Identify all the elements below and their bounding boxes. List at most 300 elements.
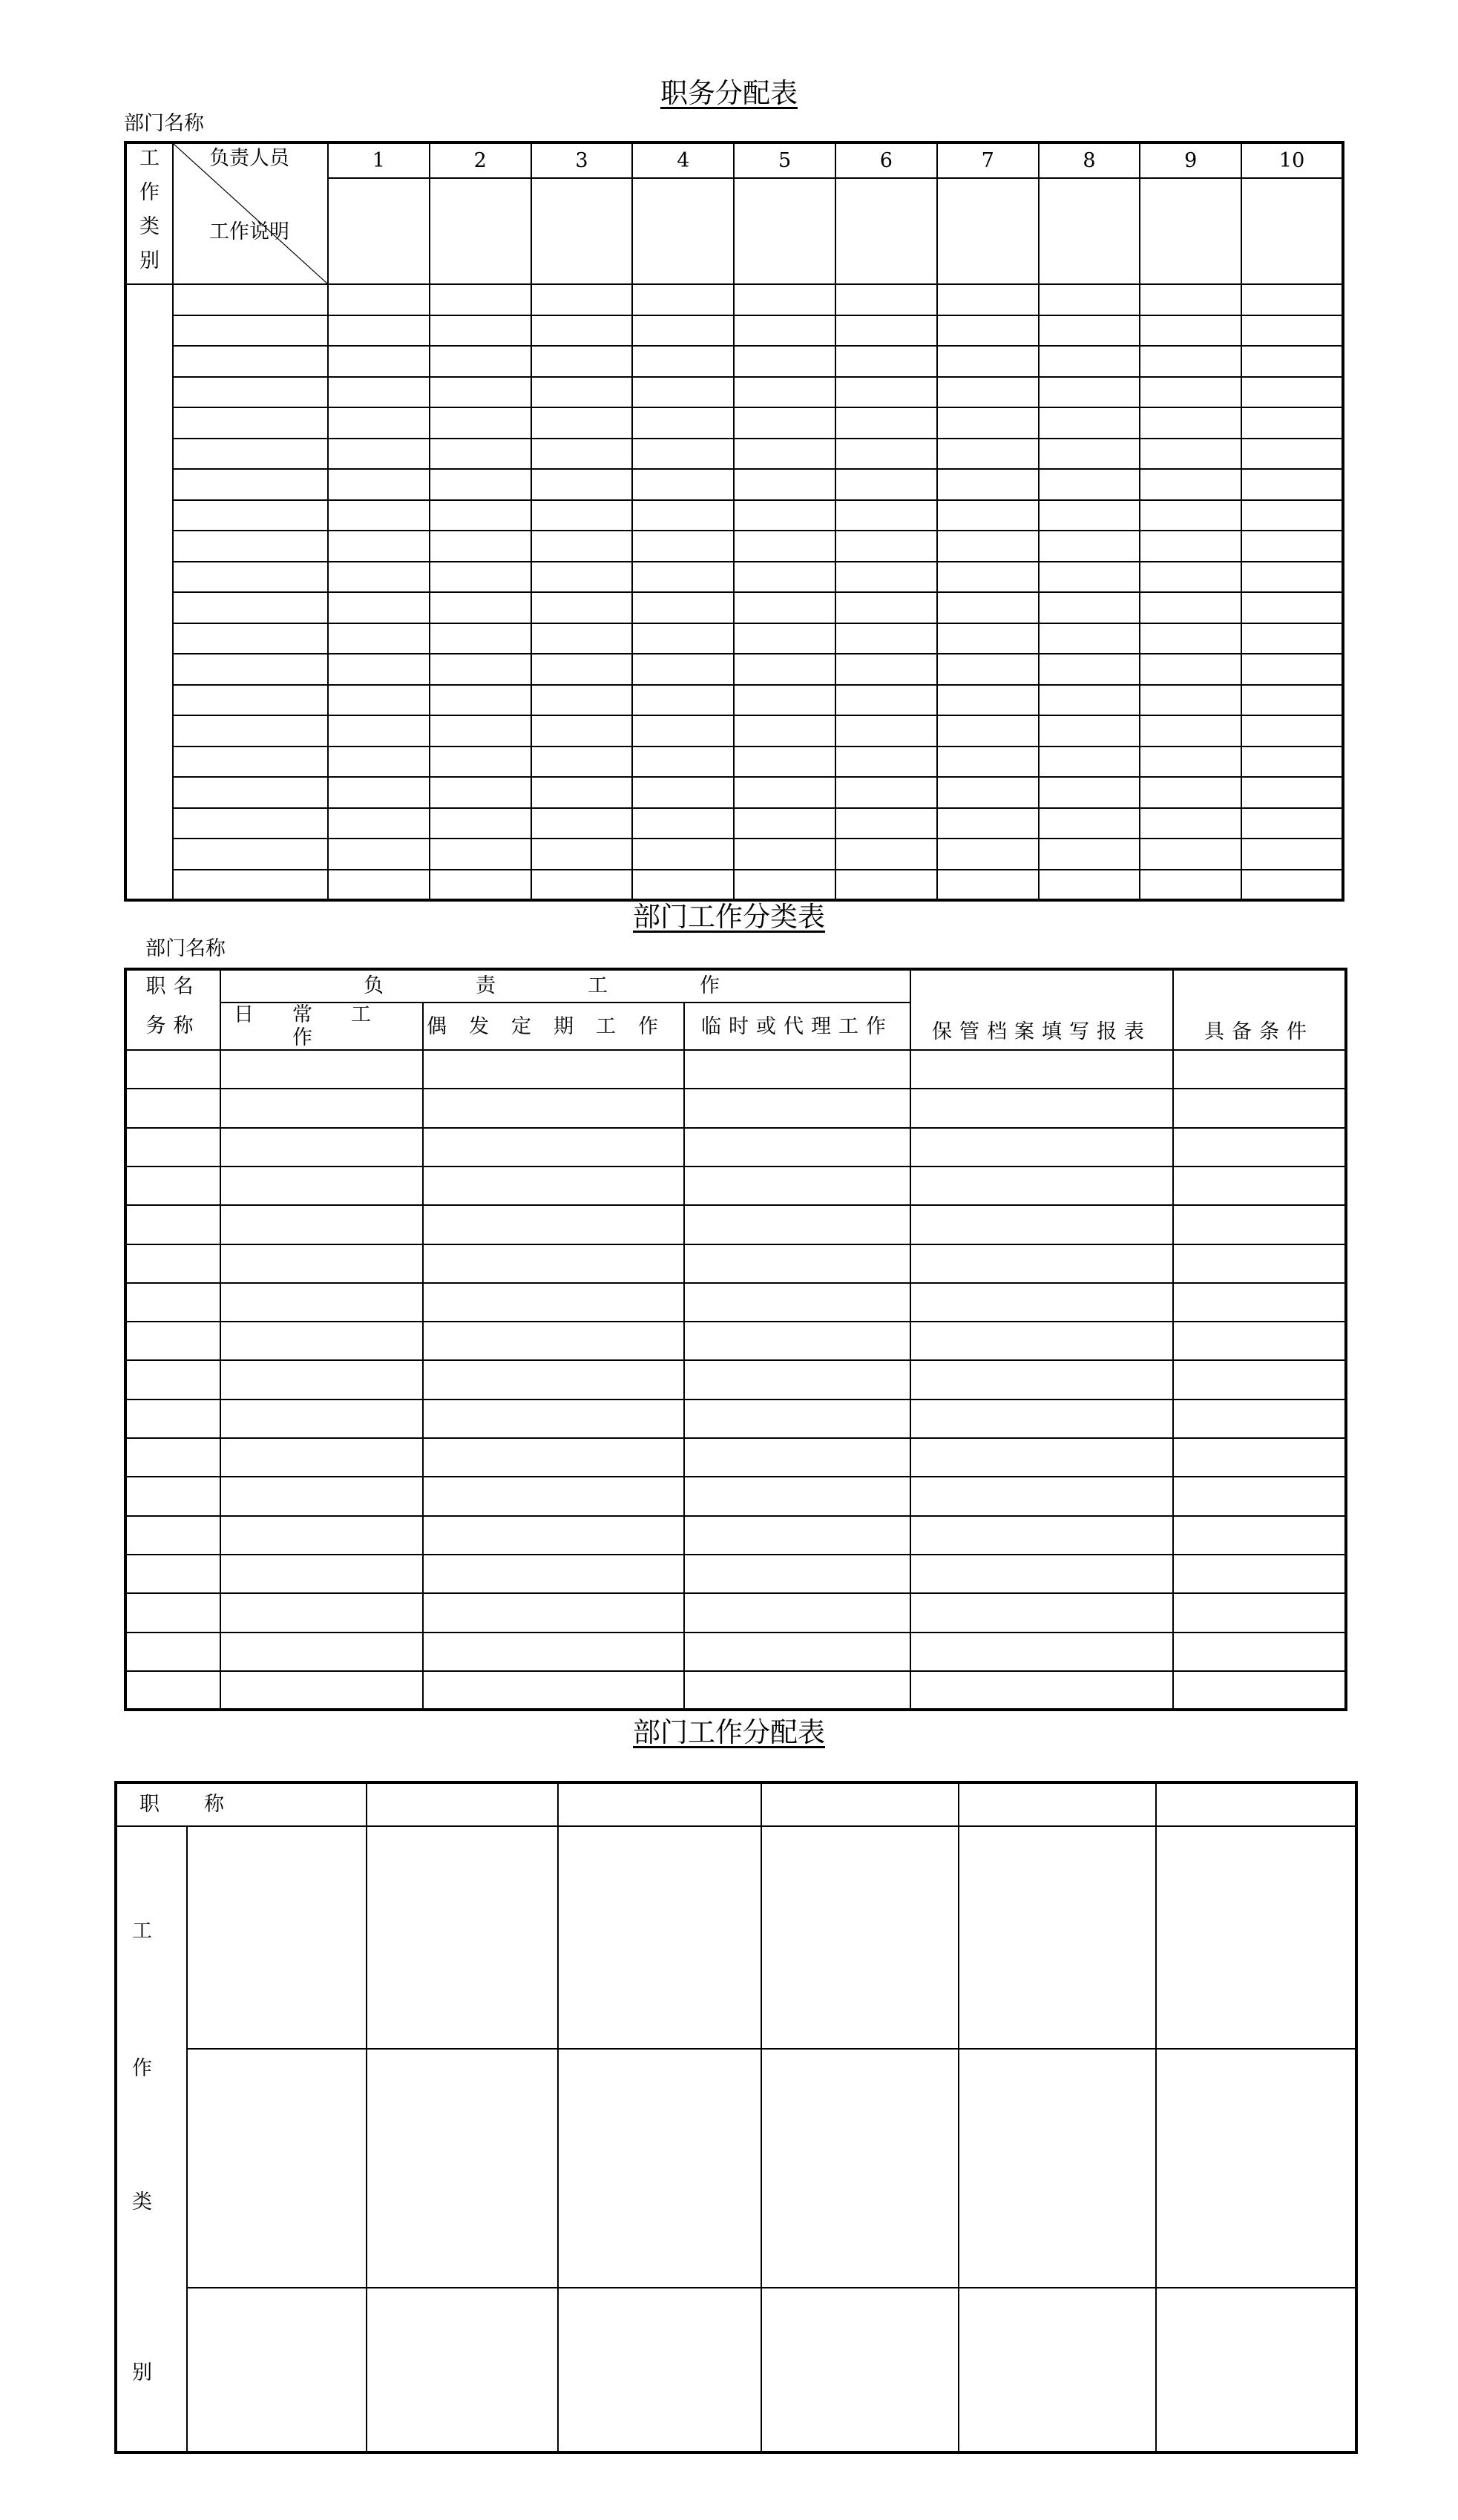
assignment-cell[interactable] xyxy=(1140,500,1241,531)
assignment-cell[interactable] xyxy=(328,284,430,315)
assignment-cell[interactable] xyxy=(1241,469,1343,500)
category-cell[interactable] xyxy=(187,1826,367,2049)
assignment-cell[interactable] xyxy=(734,839,835,870)
assignment-cell[interactable] xyxy=(1039,654,1140,685)
assignment-cell[interactable] xyxy=(328,592,430,623)
table-cell[interactable] xyxy=(1173,1128,1346,1167)
assignment-cell[interactable] xyxy=(734,592,835,623)
description-cell[interactable] xyxy=(173,685,328,716)
assignment-cell[interactable] xyxy=(835,715,937,747)
assignment-cell[interactable] xyxy=(1140,531,1241,562)
assignment-cell[interactable] xyxy=(632,592,734,623)
assignment-cell[interactable] xyxy=(367,1826,558,2049)
table-cell[interactable] xyxy=(910,1167,1173,1205)
assignment-cell[interactable] xyxy=(430,623,531,654)
table-cell[interactable] xyxy=(220,1555,423,1593)
assignment-cell[interactable] xyxy=(835,500,937,531)
table-cell[interactable] xyxy=(220,1438,423,1477)
table-cell[interactable] xyxy=(1173,1205,1346,1244)
assignment-cell[interactable] xyxy=(632,377,734,408)
assignment-cell[interactable] xyxy=(937,439,1039,470)
assignment-cell[interactable] xyxy=(328,808,430,839)
category-column-cell[interactable] xyxy=(125,284,173,900)
assignment-cell[interactable] xyxy=(328,469,430,500)
description-cell[interactable] xyxy=(173,715,328,747)
assignment-cell[interactable] xyxy=(531,715,633,747)
assignment-cell[interactable] xyxy=(835,747,937,778)
assignment-cell[interactable] xyxy=(558,2288,761,2452)
table-cell[interactable] xyxy=(910,1438,1173,1477)
assignment-cell[interactable] xyxy=(937,623,1039,654)
description-cell[interactable] xyxy=(173,469,328,500)
table-cell[interactable] xyxy=(910,1633,1173,1671)
table-cell[interactable] xyxy=(910,1205,1173,1244)
name-cell[interactable] xyxy=(531,178,633,284)
assignment-cell[interactable] xyxy=(558,1826,761,2049)
description-cell[interactable] xyxy=(173,346,328,377)
table-cell[interactable] xyxy=(423,1283,684,1322)
table-cell[interactable] xyxy=(910,1477,1173,1515)
name-cell[interactable] xyxy=(734,178,835,284)
assignment-cell[interactable] xyxy=(531,623,633,654)
assignment-cell[interactable] xyxy=(632,284,734,315)
assignment-cell[interactable] xyxy=(1241,284,1343,315)
table-cell[interactable] xyxy=(910,1516,1173,1555)
assignment-cell[interactable] xyxy=(430,469,531,500)
assignment-cell[interactable] xyxy=(1241,439,1343,470)
assignment-cell[interactable] xyxy=(531,377,633,408)
table-cell[interactable] xyxy=(220,1633,423,1671)
assignment-cell[interactable] xyxy=(1156,2049,1356,2288)
assignment-cell[interactable] xyxy=(328,747,430,778)
assignment-cell[interactable] xyxy=(835,592,937,623)
table-cell[interactable] xyxy=(910,1593,1173,1632)
assignment-cell[interactable] xyxy=(430,407,531,439)
assignment-cell[interactable] xyxy=(328,654,430,685)
assignment-cell[interactable] xyxy=(1140,808,1241,839)
table-cell[interactable] xyxy=(910,1283,1173,1322)
assignment-cell[interactable] xyxy=(835,407,937,439)
table-cell[interactable] xyxy=(125,1555,220,1593)
position-cell[interactable] xyxy=(1156,1782,1356,1826)
assignment-cell[interactable] xyxy=(328,377,430,408)
assignment-cell[interactable] xyxy=(1140,315,1241,347)
name-cell[interactable] xyxy=(632,178,734,284)
table-cell[interactable] xyxy=(125,1128,220,1167)
table-cell[interactable] xyxy=(220,1283,423,1322)
table-cell[interactable] xyxy=(125,1593,220,1632)
table-cell[interactable] xyxy=(1173,1555,1346,1593)
table-cell[interactable] xyxy=(423,1089,684,1127)
table-cell[interactable] xyxy=(684,1089,910,1127)
description-cell[interactable] xyxy=(173,870,328,901)
table-cell[interactable] xyxy=(423,1322,684,1360)
table-cell[interactable] xyxy=(125,1360,220,1399)
assignment-cell[interactable] xyxy=(835,439,937,470)
assignment-cell[interactable] xyxy=(632,715,734,747)
assignment-cell[interactable] xyxy=(1241,562,1343,593)
assignment-cell[interactable] xyxy=(531,531,633,562)
assignment-cell[interactable] xyxy=(1140,777,1241,808)
table-cell[interactable] xyxy=(1173,1671,1346,1710)
table-cell[interactable] xyxy=(1173,1050,1346,1089)
assignment-cell[interactable] xyxy=(1241,346,1343,377)
table-cell[interactable] xyxy=(684,1360,910,1399)
assignment-cell[interactable] xyxy=(632,315,734,347)
assignment-cell[interactable] xyxy=(959,2049,1156,2288)
assignment-cell[interactable] xyxy=(937,346,1039,377)
name-cell[interactable] xyxy=(1140,178,1241,284)
table-cell[interactable] xyxy=(1173,1089,1346,1127)
assignment-cell[interactable] xyxy=(1241,500,1343,531)
name-cell[interactable] xyxy=(1241,178,1343,284)
assignment-cell[interactable] xyxy=(558,2049,761,2288)
assignment-cell[interactable] xyxy=(1140,284,1241,315)
table-cell[interactable] xyxy=(684,1128,910,1167)
table-cell[interactable] xyxy=(220,1593,423,1632)
assignment-cell[interactable] xyxy=(761,2049,959,2288)
table-cell[interactable] xyxy=(125,1438,220,1477)
assignment-cell[interactable] xyxy=(937,562,1039,593)
assignment-cell[interactable] xyxy=(1140,562,1241,593)
table-cell[interactable] xyxy=(1173,1400,1346,1438)
assignment-cell[interactable] xyxy=(734,654,835,685)
assignment-cell[interactable] xyxy=(632,531,734,562)
assignment-cell[interactable] xyxy=(734,808,835,839)
assignment-cell[interactable] xyxy=(531,315,633,347)
table-cell[interactable] xyxy=(125,1283,220,1322)
assignment-cell[interactable] xyxy=(632,870,734,901)
assignment-cell[interactable] xyxy=(835,346,937,377)
name-cell[interactable] xyxy=(328,178,430,284)
assignment-cell[interactable] xyxy=(1039,407,1140,439)
assignment-cell[interactable] xyxy=(937,284,1039,315)
assignment-cell[interactable] xyxy=(937,500,1039,531)
table-cell[interactable] xyxy=(910,1244,1173,1283)
assignment-cell[interactable] xyxy=(531,469,633,500)
description-cell[interactable] xyxy=(173,747,328,778)
table-cell[interactable] xyxy=(910,1322,1173,1360)
assignment-cell[interactable] xyxy=(734,377,835,408)
assignment-cell[interactable] xyxy=(632,346,734,377)
description-cell[interactable] xyxy=(173,562,328,593)
assignment-cell[interactable] xyxy=(430,346,531,377)
table-cell[interactable] xyxy=(684,1555,910,1593)
name-cell[interactable] xyxy=(430,178,531,284)
assignment-cell[interactable] xyxy=(835,839,937,870)
assignment-cell[interactable] xyxy=(1140,592,1241,623)
table-cell[interactable] xyxy=(423,1438,684,1477)
assignment-cell[interactable] xyxy=(328,439,430,470)
assignment-cell[interactable] xyxy=(328,500,430,531)
assignment-cell[interactable] xyxy=(937,469,1039,500)
assignment-cell[interactable] xyxy=(430,747,531,778)
assignment-cell[interactable] xyxy=(1241,377,1343,408)
assignment-cell[interactable] xyxy=(734,623,835,654)
table-cell[interactable] xyxy=(684,1633,910,1671)
assignment-cell[interactable] xyxy=(734,439,835,470)
description-cell[interactable] xyxy=(173,808,328,839)
assignment-cell[interactable] xyxy=(1140,715,1241,747)
assignment-cell[interactable] xyxy=(632,500,734,531)
assignment-cell[interactable] xyxy=(1241,592,1343,623)
assignment-cell[interactable] xyxy=(734,284,835,315)
assignment-cell[interactable] xyxy=(761,1826,959,2049)
assignment-cell[interactable] xyxy=(1241,808,1343,839)
assignment-cell[interactable] xyxy=(328,346,430,377)
table-cell[interactable] xyxy=(910,1089,1173,1127)
assignment-cell[interactable] xyxy=(531,870,633,901)
table-cell[interactable] xyxy=(684,1283,910,1322)
assignment-cell[interactable] xyxy=(734,870,835,901)
assignment-cell[interactable] xyxy=(430,377,531,408)
assignment-cell[interactable] xyxy=(430,439,531,470)
assignment-cell[interactable] xyxy=(430,808,531,839)
description-cell[interactable] xyxy=(173,839,328,870)
description-cell[interactable] xyxy=(173,315,328,347)
assignment-cell[interactable] xyxy=(734,777,835,808)
assignment-cell[interactable] xyxy=(632,747,734,778)
table-cell[interactable] xyxy=(220,1516,423,1555)
assignment-cell[interactable] xyxy=(632,777,734,808)
assignment-cell[interactable] xyxy=(531,562,633,593)
assignment-cell[interactable] xyxy=(1140,407,1241,439)
table-cell[interactable] xyxy=(125,1400,220,1438)
assignment-cell[interactable] xyxy=(835,870,937,901)
table-cell[interactable] xyxy=(910,1555,1173,1593)
assignment-cell[interactable] xyxy=(1039,562,1140,593)
table-cell[interactable] xyxy=(423,1671,684,1710)
table-cell[interactable] xyxy=(125,1516,220,1555)
assignment-cell[interactable] xyxy=(328,315,430,347)
assignment-cell[interactable] xyxy=(632,685,734,716)
assignment-cell[interactable] xyxy=(937,592,1039,623)
assignment-cell[interactable] xyxy=(1140,346,1241,377)
assignment-cell[interactable] xyxy=(937,685,1039,716)
table-cell[interactable] xyxy=(1173,1593,1346,1632)
assignment-cell[interactable] xyxy=(1140,654,1241,685)
table-cell[interactable] xyxy=(220,1050,423,1089)
assignment-cell[interactable] xyxy=(937,870,1039,901)
assignment-cell[interactable] xyxy=(835,469,937,500)
table-cell[interactable] xyxy=(1173,1244,1346,1283)
assignment-cell[interactable] xyxy=(734,685,835,716)
assignment-cell[interactable] xyxy=(367,2288,558,2452)
table-cell[interactable] xyxy=(910,1671,1173,1710)
assignment-cell[interactable] xyxy=(937,839,1039,870)
assignment-cell[interactable] xyxy=(1241,715,1343,747)
assignment-cell[interactable] xyxy=(1140,439,1241,470)
assignment-cell[interactable] xyxy=(1241,777,1343,808)
assignment-cell[interactable] xyxy=(367,2049,558,2288)
description-cell[interactable] xyxy=(173,777,328,808)
assignment-cell[interactable] xyxy=(1140,623,1241,654)
description-cell[interactable] xyxy=(173,407,328,439)
table-cell[interactable] xyxy=(684,1322,910,1360)
assignment-cell[interactable] xyxy=(1156,1826,1356,2049)
assignment-cell[interactable] xyxy=(1156,2288,1356,2452)
assignment-cell[interactable] xyxy=(328,562,430,593)
assignment-cell[interactable] xyxy=(1039,500,1140,531)
assignment-cell[interactable] xyxy=(1039,715,1140,747)
assignment-cell[interactable] xyxy=(1039,623,1140,654)
assignment-cell[interactable] xyxy=(632,808,734,839)
assignment-cell[interactable] xyxy=(1241,531,1343,562)
table-cell[interactable] xyxy=(684,1167,910,1205)
table-cell[interactable] xyxy=(423,1128,684,1167)
table-cell[interactable] xyxy=(220,1244,423,1283)
position-cell[interactable] xyxy=(367,1782,558,1826)
description-cell[interactable] xyxy=(173,654,328,685)
name-cell[interactable] xyxy=(1039,178,1140,284)
table-cell[interactable] xyxy=(220,1089,423,1127)
assignment-cell[interactable] xyxy=(632,439,734,470)
assignment-cell[interactable] xyxy=(1039,315,1140,347)
assignment-cell[interactable] xyxy=(734,747,835,778)
assignment-cell[interactable] xyxy=(1039,377,1140,408)
table-cell[interactable] xyxy=(423,1244,684,1283)
table-cell[interactable] xyxy=(1173,1167,1346,1205)
table-cell[interactable] xyxy=(125,1477,220,1515)
assignment-cell[interactable] xyxy=(835,315,937,347)
description-cell[interactable] xyxy=(173,500,328,531)
table-cell[interactable] xyxy=(910,1050,1173,1089)
assignment-cell[interactable] xyxy=(835,377,937,408)
assignment-cell[interactable] xyxy=(1241,839,1343,870)
assignment-cell[interactable] xyxy=(1039,469,1140,500)
assignment-cell[interactable] xyxy=(937,715,1039,747)
assignment-cell[interactable] xyxy=(531,407,633,439)
assignment-cell[interactable] xyxy=(734,500,835,531)
assignment-cell[interactable] xyxy=(1241,747,1343,778)
assignment-cell[interactable] xyxy=(632,623,734,654)
assignment-cell[interactable] xyxy=(328,715,430,747)
assignment-cell[interactable] xyxy=(1039,592,1140,623)
assignment-cell[interactable] xyxy=(835,777,937,808)
position-cell[interactable] xyxy=(558,1782,761,1826)
category-cell[interactable] xyxy=(187,2049,367,2288)
assignment-cell[interactable] xyxy=(632,839,734,870)
description-cell[interactable] xyxy=(173,284,328,315)
table-cell[interactable] xyxy=(125,1089,220,1127)
assignment-cell[interactable] xyxy=(430,777,531,808)
assignment-cell[interactable] xyxy=(531,777,633,808)
table-cell[interactable] xyxy=(684,1438,910,1477)
table-cell[interactable] xyxy=(684,1477,910,1515)
assignment-cell[interactable] xyxy=(1241,623,1343,654)
table-cell[interactable] xyxy=(125,1205,220,1244)
table-cell[interactable] xyxy=(423,1400,684,1438)
assignment-cell[interactable] xyxy=(1140,870,1241,901)
assignment-cell[interactable] xyxy=(328,777,430,808)
table-cell[interactable] xyxy=(423,1593,684,1632)
table-cell[interactable] xyxy=(423,1205,684,1244)
assignment-cell[interactable] xyxy=(835,531,937,562)
table-cell[interactable] xyxy=(1173,1360,1346,1399)
assignment-cell[interactable] xyxy=(1140,377,1241,408)
assignment-cell[interactable] xyxy=(531,654,633,685)
table-cell[interactable] xyxy=(910,1128,1173,1167)
table-cell[interactable] xyxy=(125,1244,220,1283)
table-cell[interactable] xyxy=(220,1205,423,1244)
table-cell[interactable] xyxy=(125,1167,220,1205)
assignment-cell[interactable] xyxy=(531,500,633,531)
assignment-cell[interactable] xyxy=(1140,685,1241,716)
assignment-cell[interactable] xyxy=(1039,531,1140,562)
assignment-cell[interactable] xyxy=(734,715,835,747)
assignment-cell[interactable] xyxy=(430,592,531,623)
description-cell[interactable] xyxy=(173,531,328,562)
assignment-cell[interactable] xyxy=(1140,839,1241,870)
assignment-cell[interactable] xyxy=(1241,685,1343,716)
assignment-cell[interactable] xyxy=(1039,284,1140,315)
table-cell[interactable] xyxy=(125,1671,220,1710)
assignment-cell[interactable] xyxy=(734,346,835,377)
table-cell[interactable] xyxy=(1173,1633,1346,1671)
assignment-cell[interactable] xyxy=(328,407,430,439)
table-cell[interactable] xyxy=(423,1167,684,1205)
description-cell[interactable] xyxy=(173,439,328,470)
assignment-cell[interactable] xyxy=(430,562,531,593)
assignment-cell[interactable] xyxy=(531,747,633,778)
assignment-cell[interactable] xyxy=(1140,469,1241,500)
table-cell[interactable] xyxy=(220,1671,423,1710)
assignment-cell[interactable] xyxy=(937,747,1039,778)
table-cell[interactable] xyxy=(423,1477,684,1515)
description-cell[interactable] xyxy=(173,592,328,623)
assignment-cell[interactable] xyxy=(430,315,531,347)
table-cell[interactable] xyxy=(1173,1516,1346,1555)
position-cell[interactable] xyxy=(761,1782,959,1826)
assignment-cell[interactable] xyxy=(430,685,531,716)
assignment-cell[interactable] xyxy=(734,469,835,500)
assignment-cell[interactable] xyxy=(734,315,835,347)
assignment-cell[interactable] xyxy=(959,2288,1156,2452)
table-cell[interactable] xyxy=(220,1167,423,1205)
assignment-cell[interactable] xyxy=(734,562,835,593)
table-cell[interactable] xyxy=(684,1050,910,1089)
assignment-cell[interactable] xyxy=(761,2288,959,2452)
assignment-cell[interactable] xyxy=(959,1826,1156,2049)
assignment-cell[interactable] xyxy=(835,623,937,654)
assignment-cell[interactable] xyxy=(937,377,1039,408)
assignment-cell[interactable] xyxy=(937,407,1039,439)
assignment-cell[interactable] xyxy=(1241,654,1343,685)
assignment-cell[interactable] xyxy=(937,777,1039,808)
description-cell[interactable] xyxy=(173,623,328,654)
assignment-cell[interactable] xyxy=(430,654,531,685)
assignment-cell[interactable] xyxy=(531,808,633,839)
assignment-cell[interactable] xyxy=(430,839,531,870)
assignment-cell[interactable] xyxy=(430,715,531,747)
assignment-cell[interactable] xyxy=(531,685,633,716)
assignment-cell[interactable] xyxy=(328,839,430,870)
category-cell[interactable] xyxy=(187,2288,367,2452)
assignment-cell[interactable] xyxy=(835,284,937,315)
assignment-cell[interactable] xyxy=(430,500,531,531)
table-cell[interactable] xyxy=(910,1360,1173,1399)
assignment-cell[interactable] xyxy=(531,839,633,870)
assignment-cell[interactable] xyxy=(430,870,531,901)
table-cell[interactable] xyxy=(220,1477,423,1515)
table-cell[interactable] xyxy=(910,1400,1173,1438)
table-cell[interactable] xyxy=(684,1400,910,1438)
table-cell[interactable] xyxy=(423,1516,684,1555)
table-cell[interactable] xyxy=(423,1360,684,1399)
table-cell[interactable] xyxy=(125,1633,220,1671)
assignment-cell[interactable] xyxy=(328,870,430,901)
assignment-cell[interactable] xyxy=(1241,870,1343,901)
